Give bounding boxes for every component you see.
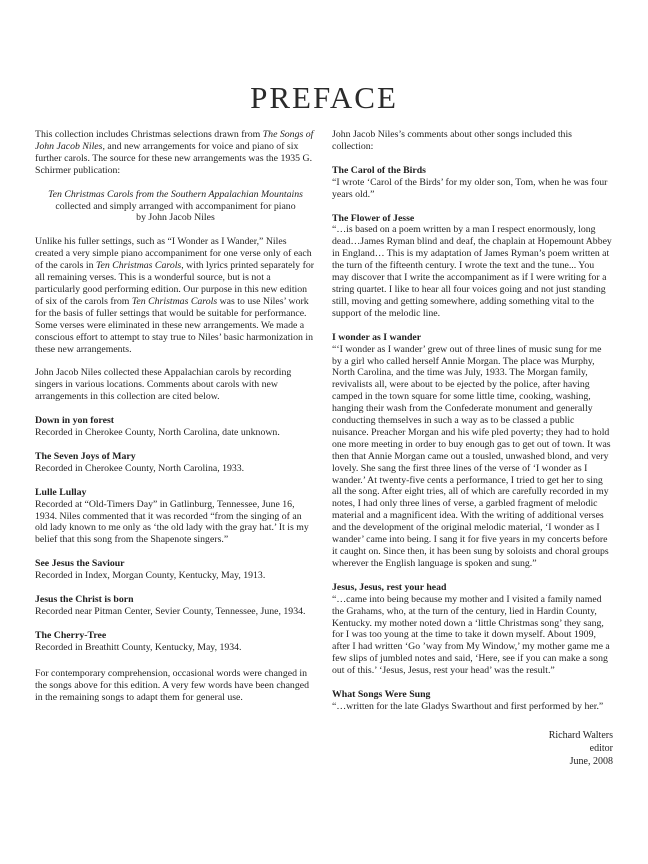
intro-paragraph [35,129,316,177]
publication-title-text: Ten Christmas Carols from the Southern Appalachian Mountains [48,188,303,200]
song-entry [35,451,316,475]
song-entry-note: Recorded near Pitman Center, Sevier County, Tennessee, June, 1934. [35,606,306,617]
book-title-text: Ten Christmas Carols [131,295,218,307]
publication-subtitle-text: collected and simply arranged with accompaniment for piano [55,200,296,212]
song-entry-note: Recorded at “Old-Timers Day” in Gatlinburg, Tennessee, June 16, 1934. Niles commented that it was recorded “from the singing of an old lady known to me only as ‘the old lady with the gray hat.’ It is my belief that this song from the Shapenote singers.” [35,498,309,546]
text-run: was to use Niles’ work for the basis of fuller settings that would be suitable for performance. Some verses were eliminated in these new arrangements. We made a conscious effort to attempt to stay true to Niles’ basic harmonization in these new arrangements. [35,295,313,355]
text-run: This collection includes Christmas selections drawn from [35,129,263,140]
song-entry-title: Jesus the Christ is born [35,594,134,606]
song-entry-comment: “…came into being because my mother and I visited a family named the Grahams, who, at the turn of the century, lied in Hardin County, Kentucky. my mother noted down a ‘little Christmas song’ they sang, for I was too young at the time to take it down myself. About 1909, after I had written ‘Go ’way from My Window,’ my mother game me a few slips of jumbled notes and said, ‘Here, see if you can make a song out of this.’ ‘Jesus, Jesus, rest your head’ was the result.” [332,593,610,677]
song-entry-title: I wonder as I wander [332,331,422,343]
song-entry [332,689,613,713]
song-entry [332,165,613,201]
page-title: PREFACE [250,80,398,115]
signature-role: editor [589,742,613,754]
song-entry-title: Lulle Lullay [35,486,87,498]
song-entry [35,415,316,439]
left-column [35,129,316,768]
book-title-text: The Songs of John Jacob Niles [35,129,314,152]
song-entry [35,487,316,547]
song-entry-title: Down in yon forest [35,415,115,427]
text-run: Unlike his fuller settings, such as “I Wonder as I Wander,” Niles created a very simple piano accompaniment for one verse only of each of the carols in [35,236,312,272]
song-entry-note: Recorded in Breathitt County, Kentucky, May, 1934. [35,641,242,653]
song-entry-comment: “‘I wonder as I wander’ grew out of three lines of music sung for me by a girl who called herself Annie Morgan. The place was Murphy, North Carolina, and the time was July, 1933. The Morgan family, revivalists all, were about to be ejected by the police, after having camped in the town square for some little time, cooking, washing, hanging their wash from the Confederate monument and generally conducting themselves in such a way as to be classed a public nuisance. Preacher Morgan and his wife pled poverty; they had to hold one more meeting in order to buy enough gas to get out of town. It was then that Annie Morgan came out a tousled, unwashed blond, and very lovely. She sang the first three lines of the verse of ‘I wonder as I wander.’ At twenty-five cents a performance, I tried to get her to sing all the song. After eight tries, all of which are carefully recorded in my notes, I had only three lines of verse, a garbled fragment of melodic material and a magnificent idea. With the writing of additional verses and the development of the original melodic material, ‘I wonder as I wander’ came into being. I sang it for five years in my concerts before it caught on. Since then, it has been sung by soloists and choral groups wherever the English language is spoken and sung.” [332,343,611,569]
book-title-text: Ten Christmas Carols [95,260,182,272]
song-entry [35,594,316,618]
song-entry-comment: “I wrote ‘Carol of the Birds’ for my older son, Tom, when he was four years old.” [332,176,608,200]
publication-citation [37,189,314,225]
publication-author-text: by John Jacob Niles [136,212,215,224]
song-entry [332,332,613,570]
song-entry-title: Jesus, Jesus, rest your head [332,581,447,593]
signature-date: June, 2008 [569,755,613,767]
song-entry-note: Recorded in Cherokee County, North Carolina, date unknown. [35,427,280,439]
closing-paragraph: For contemporary comprehension, occasional words were changed in the songs above for this edition. A very few words have been changed in the remaining songs to adapt them for general use. [35,667,309,703]
text-run: , and new arrangements for voice and piano of six further carols. The source for these new arrangements was the 1935 G. Schirmer publication: [35,140,313,176]
song-entry [332,213,613,320]
song-entry-title: What Songs Were Sung [332,689,431,701]
song-entry [332,582,613,677]
two-column-layout [35,129,613,768]
song-entry [35,558,316,582]
editorial-paragraph [35,236,316,355]
song-entry-title: See Jesus the Saviour [35,558,125,570]
comments-intro-paragraph: John Jacob Niles’s comments about other songs included this collection: [332,129,572,152]
signature-name: Richard Walters [548,729,613,741]
collection-note-paragraph: John Jacob Niles collected these Appalachian carols by recording singers in various locations. Comments about carols with new arrangements in this collection are cited below. [35,367,292,403]
song-entry-note: Recorded in Cherokee County, North Carolina, 1933. [35,462,245,474]
song-entry-title: The Cherry-Tree [35,629,107,641]
song-entry-comment: “…written for the late Gladys Swarthout and first performed by her.” [332,700,604,712]
song-entry-title: The Carol of the Birds [332,164,426,176]
text-run: , with lyrics printed separately for all remaining verses. This is a wonderful source, but is not a particularly good performing edition. Our purpose in this new edition of six of the carols from [35,260,315,307]
song-entry-comment: “…is based on a poem written by a man I respect enormously, long dead…James Ryman blind and deaf, the chaplain at Hopemount Abbey in England… This is my adaptation of James Ryman’s poem written at the turn of the fifteenth century. I wrote the text and the tune... You may discover that I write the accompaniment as if I were writing for a string quartet. I like to hear all four voices going and not just standing still, moving and getting somewhere, adding something vital to the support of the melodic line. [332,224,612,319]
song-entry-title: The Seven Joys of Mary [35,450,136,462]
song-entry-title: The Flower of Jesse [332,212,415,224]
right-column [332,129,613,768]
signature-block [332,729,613,768]
song-entry [35,630,316,654]
song-entry-note: Recorded in Index, Morgan County, Kentucky, May, 1913. [35,570,266,582]
